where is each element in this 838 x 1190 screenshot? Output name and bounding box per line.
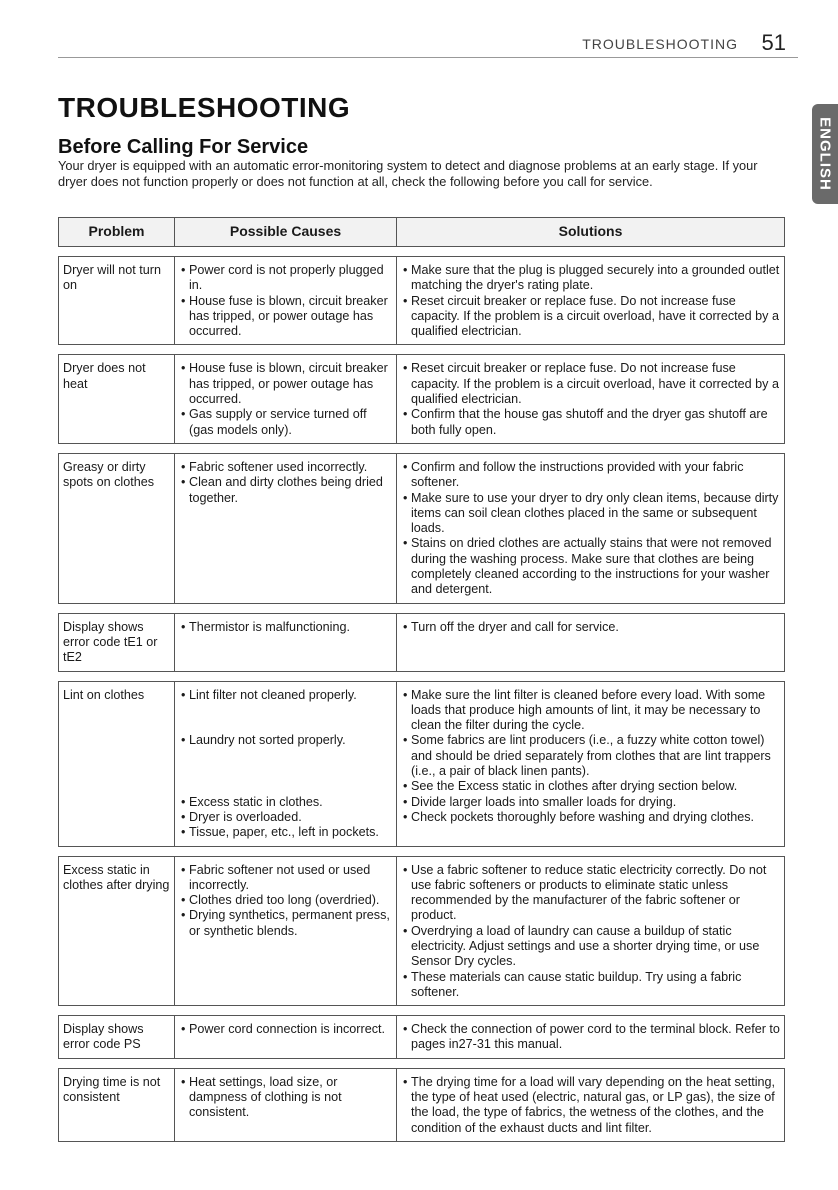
- row-gap: [59, 1058, 785, 1068]
- problem-cell: Dryer does not heat: [59, 355, 175, 443]
- table-row: [59, 613, 785, 671]
- cause-item: • Tissue, paper, etc., left in pockets.: [179, 825, 392, 840]
- language-tab: [812, 104, 838, 204]
- solution-item: • Stains on dried clothes are actually stains that were not removed during the washing process. Make sure that clothes are being completely cleaned according to the instructions for your washer and detergent.: [401, 536, 780, 597]
- causes-cell: [175, 1068, 397, 1141]
- causes-cell: [175, 856, 397, 1006]
- language-tab-label: ENGLISH: [816, 117, 834, 191]
- solutions-cell: [397, 453, 785, 603]
- problem-cell: Dryer will not turn on: [59, 257, 175, 345]
- table-row: [59, 453, 785, 603]
- solution-item: • Confirm and follow the instructions provided with your fabric softener.: [401, 460, 780, 491]
- row-gap: [59, 345, 785, 355]
- table-row: [59, 257, 785, 345]
- solution-item: • Divide larger loads into smaller loads for drying.: [401, 795, 780, 810]
- cause-item: • Clothes dried too long (overdried).: [179, 893, 392, 908]
- solutions-cell: [397, 355, 785, 443]
- spacer: [179, 779, 392, 794]
- causes-cell: [175, 257, 397, 345]
- problem-cell: Drying time is not consistent: [59, 1068, 175, 1141]
- cause-item: • Excess static in clothes.: [179, 795, 392, 810]
- section-title: Before Calling For Service: [58, 136, 309, 158]
- cause-item: • Power cord connection is incorrect.: [179, 1022, 392, 1037]
- solution-item: • These materials can cause static buildup. Try using a fabric softener.: [401, 970, 780, 1001]
- table-row: [59, 355, 785, 443]
- spacer: [179, 749, 392, 764]
- cause-item: • Drying synthetics, permanent press, or synthetic blends.: [179, 908, 392, 939]
- solution-item: • Make sure to use your dryer to dry only clean items, because dirty items can soil clean clothes placed in the same or subsequent loads.: [401, 491, 780, 537]
- solutions-cell: [397, 1068, 785, 1141]
- cause-item: • Laundry not sorted properly.: [179, 733, 392, 748]
- cause-item: • Fabric softener not used or used incorrectly.: [179, 863, 392, 894]
- solution-item: • Make sure that the plug is plugged securely into a grounded outlet matching the dryer's rating plate.: [401, 263, 780, 294]
- solution-item: • Reset circuit breaker or replace fuse. Do not increase fuse capacity. If the problem is a circuit overload, have it corrected by a qualified electrician.: [401, 294, 780, 340]
- solutions-cell: [397, 257, 785, 345]
- problem-cell: Display shows error code tE1 or tE2: [59, 613, 175, 671]
- row-gap: [59, 846, 785, 856]
- cause-item: • Dryer is overloaded.: [179, 810, 392, 825]
- solution-item: • Check pockets thoroughly before washing and drying clothes.: [401, 810, 780, 825]
- causes-cell: [175, 355, 397, 443]
- table-header-row: [59, 218, 785, 247]
- header-solutions: Solutions: [397, 218, 785, 247]
- table-row: [59, 1068, 785, 1141]
- solution-item: • See the Excess static in clothes after drying section below.: [401, 779, 780, 794]
- cause-item: • Clean and dirty clothes being dried together.: [179, 475, 392, 506]
- solution-item: • Overdrying a load of laundry can cause a buildup of static electricity. Adjust settings and use a shorter drying time, or use Sensor Dry cycles.: [401, 924, 780, 970]
- solutions-cell: [397, 856, 785, 1006]
- table-row: [59, 681, 785, 846]
- solution-item: • Make sure the lint filter is cleaned before every load. With some loads that produce high amounts of lint, it may be necessary to clean the filter during the cycle.: [401, 688, 780, 734]
- solution-item: • The drying time for a load will vary depending on the heat setting, the type of heat used (electric, natural gas, or LP gas), the size of the load, the type of fabrics, the wetness of the clothes, and the condition of the exhaust ducts and lint filter.: [401, 1075, 780, 1136]
- causes-cell: [175, 453, 397, 603]
- cause-item: • House fuse is blown, circuit breaker has tripped, or power outage has occurred.: [179, 361, 392, 407]
- row-gap: [59, 671, 785, 681]
- header-rule: [58, 57, 798, 58]
- spacer: [179, 718, 392, 733]
- problem-cell: Greasy or dirty spots on clothes: [59, 453, 175, 603]
- solution-item: • Confirm that the house gas shutoff and the dryer gas shutoff are both fully open.: [401, 407, 780, 438]
- solution-item: • Turn off the dryer and call for service.: [401, 620, 780, 635]
- spacer: [179, 764, 392, 779]
- page-number: 51: [761, 30, 786, 55]
- cause-item: • House fuse is blown, circuit breaker has tripped, or power outage has occurred.: [179, 294, 392, 340]
- solutions-cell: [397, 681, 785, 846]
- spacer: [179, 703, 392, 718]
- intro-paragraph: Your dryer is equipped with an automatic error-monitoring system to detect and diagnose problems at an early stage. If your dryer does not function properly or does not function at all, check the following before you call for service.: [58, 158, 758, 189]
- cause-item: • Lint filter not cleaned properly.: [179, 688, 392, 703]
- table-row: [59, 1016, 785, 1059]
- row-gap: [59, 443, 785, 453]
- troubleshooting-table: [58, 217, 785, 1142]
- row-gap: [59, 1006, 785, 1016]
- running-header: [0, 30, 838, 54]
- problem-cell: Excess static in clothes after drying: [59, 856, 175, 1006]
- cause-item: • Fabric softener used incorrectly.: [179, 460, 392, 475]
- causes-cell: [175, 1016, 397, 1059]
- causes-cell: [175, 681, 397, 846]
- solution-item: • Some fabrics are lint producers (i.e., a fuzzy white cotton towel) and should be dried separately from clothes that are lint trappers (i.e., a pair of black linen pants).: [401, 733, 780, 779]
- causes-cell: [175, 613, 397, 671]
- running-header-title: TROUBLESHOOTING: [582, 36, 738, 52]
- row-gap: [59, 247, 785, 257]
- header-problem: Problem: [59, 218, 175, 247]
- solution-item: • Reset circuit breaker or replace fuse. Do not increase fuse capacity. If the problem is a circuit overload, have it corrected by a qualified electrician.: [401, 361, 780, 407]
- cause-item: • Power cord is not properly plugged in.: [179, 263, 392, 294]
- solution-item: • Check the connection of power cord to the terminal block. Refer to pages in27-31 this manual.: [401, 1022, 780, 1053]
- solution-item: • Use a fabric softener to reduce static electricity correctly. Do not use fabric softeners or products to eliminate static unless recommended by the manufacturer of the fabric softener or product.: [401, 863, 780, 924]
- row-gap: [59, 603, 785, 613]
- header-possible-causes: Possible Causes: [175, 218, 397, 247]
- cause-item: • Thermistor is malfunctioning.: [179, 620, 392, 635]
- problem-cell: Display shows error code PS: [59, 1016, 175, 1059]
- cause-item: • Heat settings, load size, or dampness of clothing is not consistent.: [179, 1075, 392, 1121]
- cause-item: • Gas supply or service turned off (gas models only).: [179, 407, 392, 438]
- problem-cell: Lint on clothes: [59, 681, 175, 846]
- page-title: TROUBLESHOOTING: [58, 92, 351, 123]
- solutions-cell: [397, 613, 785, 671]
- table-row: [59, 856, 785, 1006]
- solutions-cell: [397, 1016, 785, 1059]
